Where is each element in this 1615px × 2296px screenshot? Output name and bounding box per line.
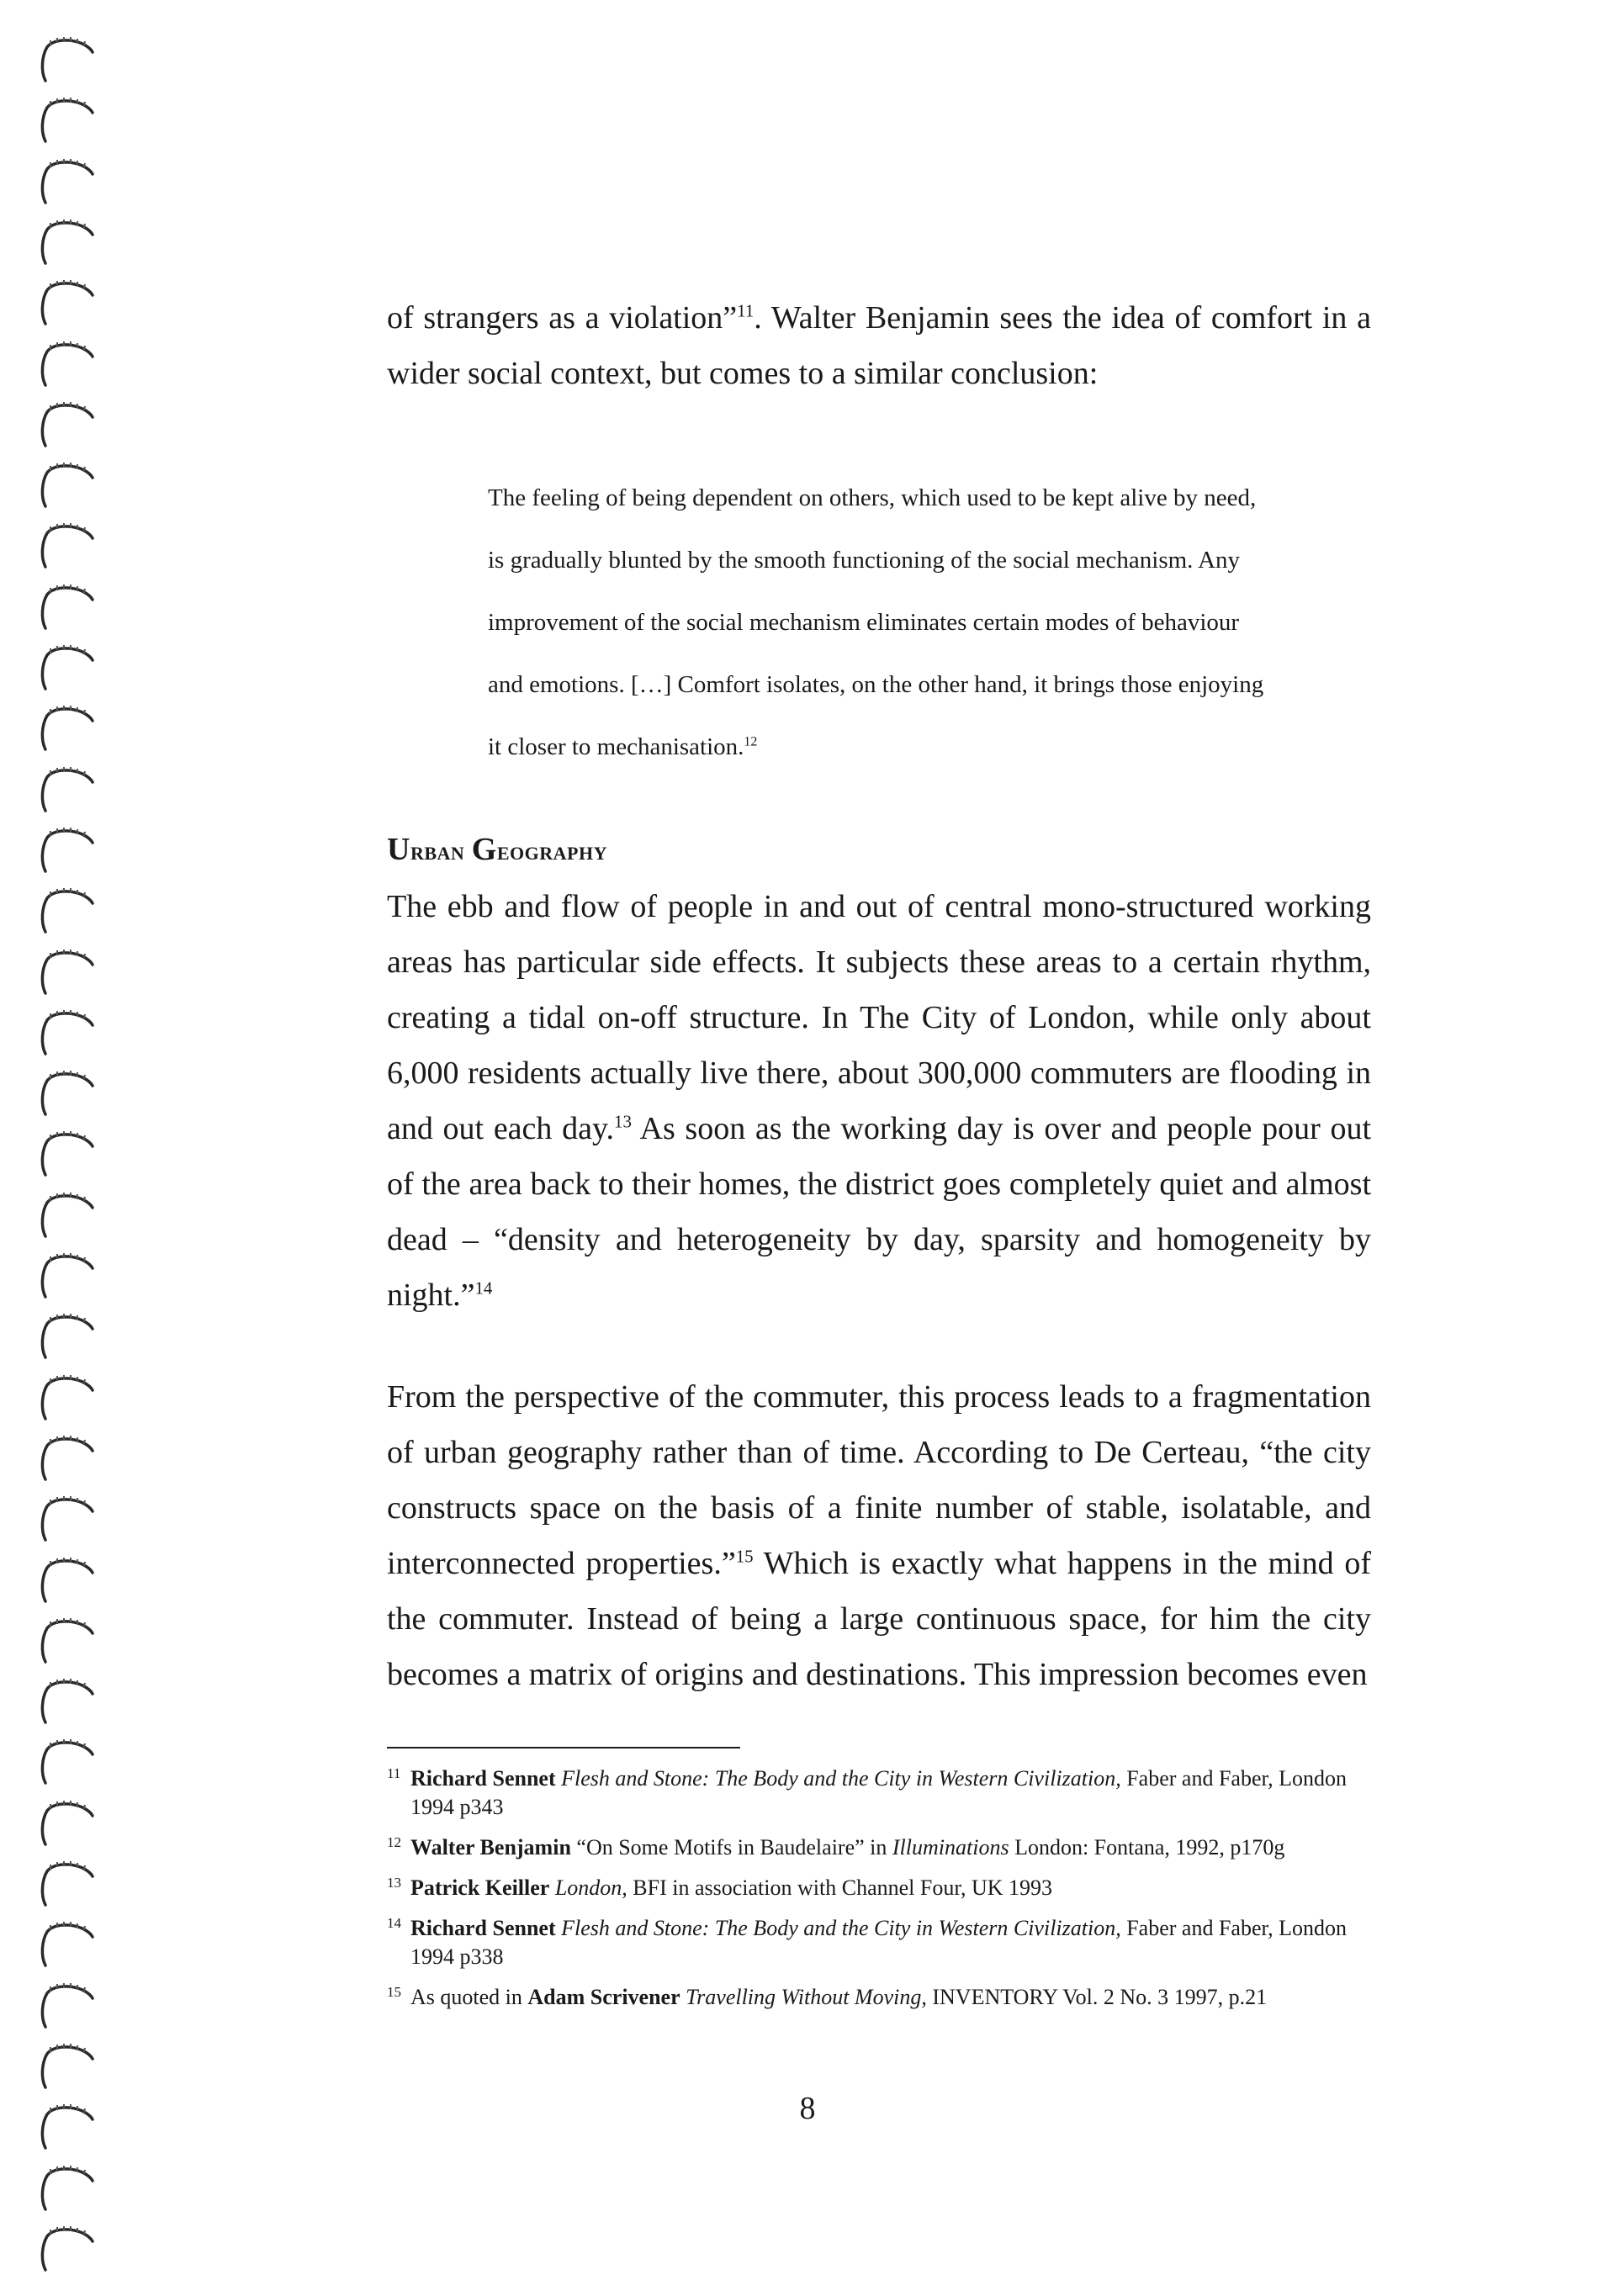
footnote-author: Adam Scrivener xyxy=(527,1985,680,2009)
binding-ring-icon xyxy=(34,459,101,510)
binding-ring-icon xyxy=(34,1615,101,1665)
heading-word-1-rest: rban xyxy=(410,835,465,865)
footnote-prefix: As quoted in xyxy=(410,1985,528,2009)
footnote-title: Travelling Without Moving, xyxy=(686,1985,927,2009)
footnote-details: Faber and Faber, London 1994 p343 xyxy=(410,1766,1347,1819)
heading-initial-2: G xyxy=(471,832,497,867)
binding-ring-icon xyxy=(34,1493,101,1543)
footnote-ref-15[interactable]: 15 xyxy=(735,1546,754,1567)
binding-ring-icon xyxy=(34,1432,101,1483)
footnote-ref-11[interactable]: 11 xyxy=(737,300,755,321)
binding-ring-icon xyxy=(34,581,101,632)
footnote-number: 12 xyxy=(387,1834,401,1850)
footnote-details: Faber and Faber, London 1994 p338 xyxy=(410,1916,1347,1969)
footnote-divider xyxy=(387,1747,740,1748)
binding-ring-icon xyxy=(34,277,101,327)
section-heading xyxy=(387,833,607,867)
binding-ring-icon xyxy=(34,94,101,145)
spiral-binding xyxy=(34,34,101,2288)
paragraph-2 xyxy=(387,879,1371,1323)
block-quote-text: The feeling of being dependent on others, which used to be kept alive by need, is gradually blunted by the smooth functioning of the social mechanism. Any improvement of the social mechanism eliminates certain modes of behaviour and emotions. […] Comfort isolates, on the other hand, it brings those enjoying it closer to mechanisation. xyxy=(488,484,1264,760)
block-quote xyxy=(488,467,1270,778)
binding-ring-icon xyxy=(34,1310,101,1361)
footnote-title: London, xyxy=(554,1875,627,1900)
binding-ring-icon xyxy=(34,885,101,935)
footnote-ref-12[interactable]: 12 xyxy=(744,734,758,749)
binding-ring-icon xyxy=(34,2040,101,2091)
binding-ring-icon xyxy=(34,702,101,753)
binding-ring-icon xyxy=(34,2223,101,2273)
binding-ring-icon xyxy=(34,2162,101,2213)
footnote-ref-14[interactable]: 14 xyxy=(474,1278,493,1299)
footnote-number: 14 xyxy=(387,1915,401,1931)
binding-ring-icon xyxy=(34,34,101,84)
binding-ring-icon xyxy=(34,216,101,267)
paragraph-3 xyxy=(387,1369,1371,1702)
binding-ring-icon xyxy=(34,946,101,997)
paragraph-1 xyxy=(387,290,1371,401)
footnote-title: Flesh and Stone: The Body and the City in Western Civilization, xyxy=(561,1916,1121,1940)
page-number: 8 xyxy=(799,2091,816,2126)
footnote-details: London: Fontana, 1992, p170g xyxy=(1009,1835,1285,1860)
paragraph-1-rest: . Walter Benjamin sees the idea of comfort in a wider social context, but comes to a similar conclusion: xyxy=(387,300,1372,391)
footnote-title: Flesh and Stone: The Body and the City in Western Civilization, xyxy=(561,1766,1121,1791)
footnote-author: Walter Benjamin xyxy=(410,1835,571,1860)
footnote-number: 15 xyxy=(387,1984,401,2000)
footnotes-list xyxy=(387,1764,1354,2024)
binding-ring-icon xyxy=(34,520,101,570)
binding-ring-icon xyxy=(34,1675,101,1726)
binding-ring-icon xyxy=(34,1067,101,1118)
paragraph-2-part-2: As soon as the working day is over and people pour out of the area back to their homes, the district goes completely quiet and almost dead – “density and heterogeneity by day, sparsity and homogeneity by night.” xyxy=(387,1111,1371,1313)
footnote-13 xyxy=(387,1874,1354,1902)
paragraph-2-part-1: The ebb and flow of people in and out of central mono-structured working areas has particular side effects. It subjects these areas to a certain rhythm, creating a tidal on-off structure. In The City of London, while only about 6,000 residents actually live there, about 300,000 commuters are flooding in and out each day. xyxy=(387,889,1371,1146)
footnote-author: Richard Sennet xyxy=(410,1766,556,1791)
footnote-details: INVENTORY Vol. 2 No. 3 1997, p.21 xyxy=(926,1985,1268,2009)
binding-ring-icon xyxy=(34,1128,101,1178)
footnote-number: 11 xyxy=(387,1765,401,1781)
binding-ring-icon xyxy=(34,1918,101,1969)
binding-ring-icon xyxy=(34,1858,101,1908)
binding-ring-icon xyxy=(34,156,101,206)
footnote-details: BFI in association with Channel Four, UK 1993 xyxy=(627,1875,1053,1900)
paragraph-3-part-2: Which is exactly what happens in the mind of the commuter. Instead of being a large continuous space, for him the city becomes a matrix of origins and destinations. This impression becomes even xyxy=(387,1546,1371,1692)
paragraph-3-part-1: From the perspective of the commuter, this process leads to a fragmentation of urban geography rather than of time. According to De Certeau, “the city constructs space on the basis of a finite number of stable, isolatable, and interconnected properties.” xyxy=(387,1379,1371,1581)
binding-ring-icon xyxy=(34,1372,101,1422)
footnote-11 xyxy=(387,1764,1354,1822)
binding-ring-icon xyxy=(34,1007,101,1057)
binding-ring-icon xyxy=(34,642,101,692)
footnote-15 xyxy=(387,1983,1354,2012)
paragraph-1-lead: of strangers as a violation” xyxy=(387,300,738,336)
footnote-prefix: “On Some Motifs in Baudelaire” in xyxy=(570,1835,892,1860)
binding-ring-icon xyxy=(34,1980,101,2030)
binding-ring-icon xyxy=(34,1797,101,1848)
binding-ring-icon xyxy=(34,1736,101,1786)
binding-ring-icon xyxy=(34,1189,101,1240)
binding-ring-icon xyxy=(34,1250,101,1300)
heading-initial-1: U xyxy=(387,832,410,867)
footnote-number: 13 xyxy=(387,1875,401,1891)
heading-word-2-rest: eography xyxy=(496,835,607,865)
binding-ring-icon xyxy=(34,399,101,449)
binding-ring-icon xyxy=(34,1554,101,1605)
footnote-ref-13[interactable]: 13 xyxy=(614,1111,632,1132)
footnote-author: Richard Sennet xyxy=(410,1916,556,1940)
binding-ring-icon xyxy=(34,824,101,875)
binding-ring-icon xyxy=(34,764,101,814)
footnote-title: Illuminations xyxy=(892,1835,1009,1860)
footnote-12 xyxy=(387,1833,1354,1862)
binding-ring-icon xyxy=(34,338,101,389)
footnote-14 xyxy=(387,1914,1354,1971)
footnote-author: Patrick Keiller xyxy=(410,1875,550,1900)
